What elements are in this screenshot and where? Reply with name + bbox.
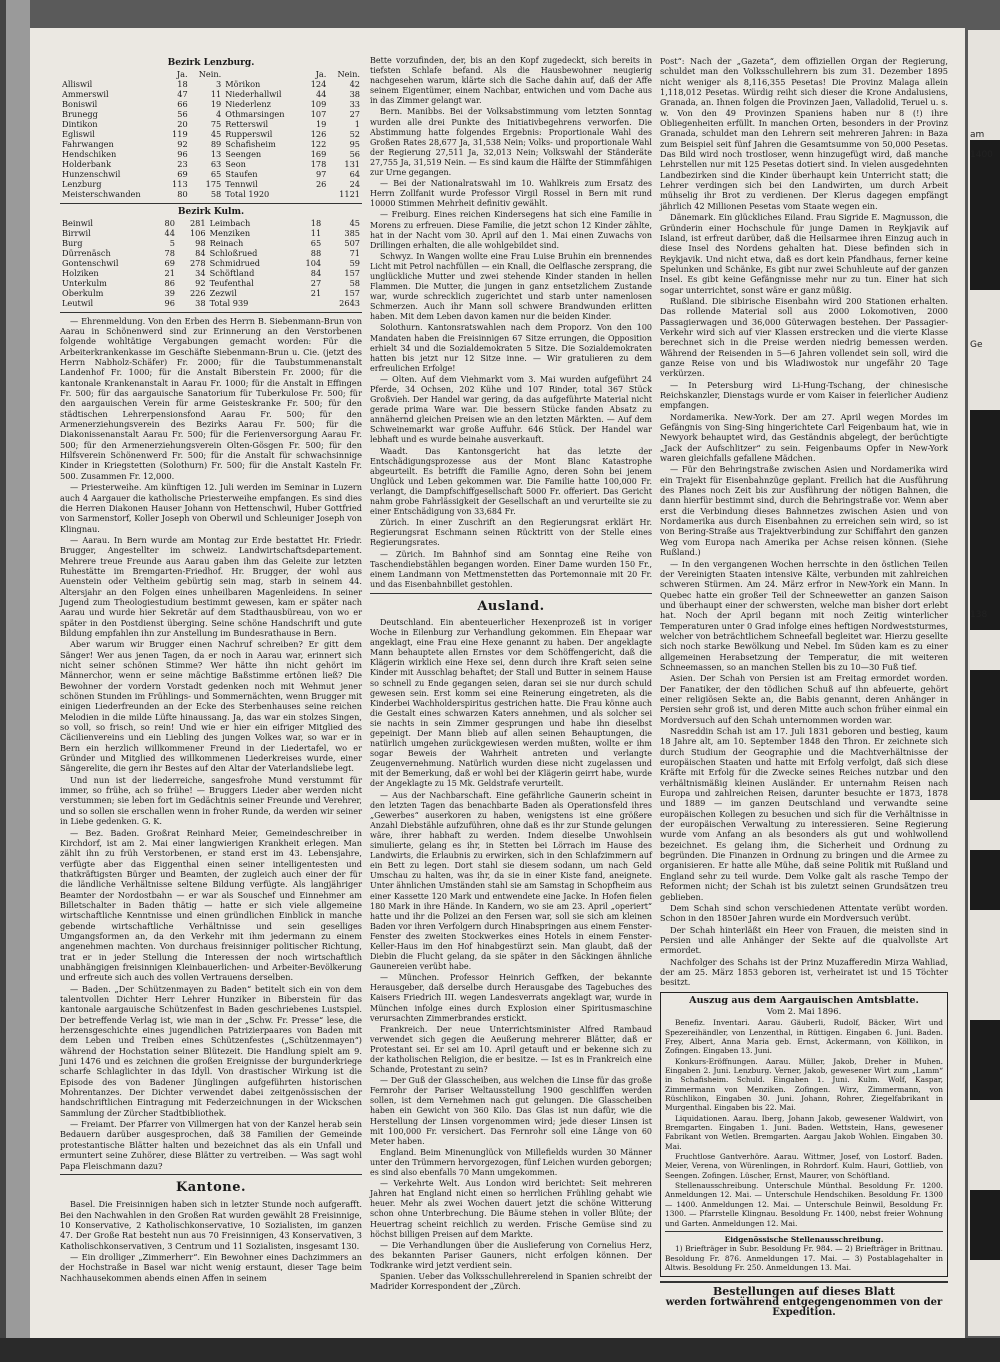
vote-count: 33 (349, 99, 360, 110)
article-nachbarschaft: — Aus der Nachbarschaft. Eine gefährliche Gaunerin scheint in den letzten Tagen das benachbarte Baden als Operationsfeld ihres „Gewerbes“ auserkoren zu haben, wenigstens ist eine größere Anzahl Diebstähle aufzuführen, ohne daß es ihr zur Stunde gelungen wäre, ihrer habhaft zu werden. Indem dieselbe Unwohlsein simulierte, gelang es ihr, in Stetten bei Lörrach im Hause des Landwirts, die Erlaubnis zu erwirken, sich in den Schlafzimmern auf ein Bett zu legen. Dort stahl sie diesem sodann, um nach Geld Umschau zu halten, was ihr, da sie in einer Kiste fand, aneignete. Unter ähnlichen Umständen stahl sie am Samstag in Schopfheim aus einer Kassette 120 Mark und entwendete eine Jacke. In Hofen fielen 180 Mark in ihre Hände. In Kandern, wo sie am 23. April „operiert“ hatte und ihr die Polizei an den Fersen war, soll sie sich am kleinen Baden vor ihren Verfolgern durch Hinabspringen aus einem Fenster-Fenster des zweiten Stockwerkes eines Hotels in einem Fenster-Keller-Haus im den Hof hinabgestürzt sein. Man glaubt, daß der Diebin die Flucht gelang, da sie später in den Säckingen ähnliche Gaunereien verübt habe. (370, 790, 652, 972)
article-petersburg: — In Petersburg wird Li-Hung-Tschang, der chinesische Reichskanzler, Dienstags wurde er vom Kaiser in feierlicher Audienz empfangen. (660, 379, 948, 411)
vote-count: 34 (195, 267, 206, 278)
divider (60, 312, 362, 313)
article-verkehrte-welt: — Verkehrte Welt. Aus London wird berichtet: Seit mehreren Jahren hat England nicht einen so herrlichen Frühling gehabt wie heuer. Mehr als zwei Wochen dauert jetzt die schöne Witterung schon ohne Unterbrechung. Die Bäume stehen in voller Blüte; der Heuertrag scheint reichlich zu werden. Frische Gemüse sind zu höchst billigen Preisen auf dem Markte. (370, 1179, 652, 1239)
municipality-name: Staufen (225, 168, 258, 179)
vote-count (293, 299, 324, 309)
divider (60, 1174, 362, 1175)
municipality-name: Brunegg (62, 109, 98, 120)
vote-count: 106 (189, 228, 206, 239)
district-kulm-title: Bezirk Kulm. (177, 206, 245, 217)
vote-count: 38 (349, 89, 360, 100)
amtsblatt-box (660, 992, 948, 1278)
article-priesterweihe: — Priesterweihe. Am künftigen 12. Juli werden im Seminar in Luzern auch 4 Aargauer die katholische Priesterweihe empfangen. Es sind dies die Herren Diakonen Hauser Johann von Hettenschwil, Huber Gottfried von Sarmenstorf, Koller Joseph von Oberwil und Schleuniger Joseph von Klingnau. (60, 482, 362, 534)
vote-count: 124 (310, 79, 327, 90)
vote-count: 11 (210, 89, 222, 100)
subscription-notice-title: Bestellungen auf dieses Blatt (713, 1285, 895, 1299)
article-olten: — Olten. Auf dem Viehmarkt vom 3. Mai wurden aufgeführt 24 Pferde, 34 Ochsen, 202 Kühe und 107 Rinder, total 367 Stück Großvieh. Der Handel war gering, da das aufgeführte Material nicht gerade prima Ware war. Die bessern Stücke fanden Absatz zu annähernd gleichen Preisen wie an den letzten Märkten. — Auf dem Schweinemarkt war große Auffuhr. 646 Stück. Der Handel war lebhaft und es wurde beinahe ausverkauft. (370, 374, 652, 445)
district-lenzburg-title: Bezirk Lenzburg. (167, 58, 255, 68)
vote-count: 157 (344, 267, 360, 278)
vote-count: 63 (210, 158, 222, 169)
vote-count: 97 (315, 168, 327, 179)
book-binding-edge (0, 0, 30, 1362)
section-title-kantone: Kantone. (175, 1179, 247, 1195)
column-left (60, 56, 362, 1284)
vote-count: 75 (210, 119, 222, 130)
vote-count: 52 (349, 129, 360, 140)
article-bern: Bern. Manibbs. Bei der Volksabstimmung vom letzten Sonntag wurden alle drei Punkte des Initiativbegehrens verworfen. Die Abstimmung hatte folgendes Ergebnis: Proportionale Wahl des Großen Rates 28,677 Ja, 31,538 Nein; Volks- und proportionale Wahl der Regierung 27,511 Ja, 32,013 Nein; Volkswahl der Ständeräte 27,755 Ja, 31,519 Nein. — Es sind kaum die Hälfte der Stimmfähigen zur Urne gegangen. (370, 107, 652, 178)
vote-count: 88 (310, 247, 322, 258)
next-page-fragment: Ge (970, 340, 983, 350)
col-header-nein: Nein. (337, 69, 360, 80)
municipality-name: Othmarsingen (225, 109, 285, 120)
article-glasscheiben: — Der Guß der Glasscheiben, aus welchen die Linse für das große Fernrohr der Pariser Weltausstellung 1900 geschliffen werden sollen, ist dem Vernehmen nach gut gelungen. Die Glasscheiben haben ein Gewicht von 360 Kilo. Das Glas ist nun dafür, wie die Herstellung der Linsen vorgenommen wird; jede dieser Linsen ist mit 100,000 Fr. versichert. Das Fernrohr soll eine Länge von 60 Meter haben. (370, 1076, 652, 1146)
vote-count: 20 (177, 119, 188, 130)
article-kaelte: — In den vergangenen Wochen herrschte in den östlichen Teilen der Vereinigten Staaten intensive Kälte, verbunden mit zahlreichen schweren Stürmen. Am 24. März erfror in New-York ein Mann. In Quebec hatte ein großer Teil der Schneewetter an ganzen Saison und überhaupt einer der schwersten, welche man bisher dort erlebt hat. Noch der April begann mit noch Zeitig winterlicher Temperaturen unter 0 Grad infolge eines heftigen Nordweststurmes, welcher von beträchtlichem Schneefall begleitet war. Hierzu gesellte sich noch starke Bewölkung und Nebel. Im Süden kam es zu einer allgemeinen Herabsetzung der Temperatur, die mit weiteren Schneemassen, so an manchen Stellen bis zu 10—30 Fuß tief. (660, 558, 948, 672)
article-nasreddin: Nasreddin Schah ist am 17. Juli 1831 geboren und bestieg, kaum 18 Jahre alt, am 10. September 1848 den Thron. Er zeichnete sich durch Studium der Geographie und die Machtverhältnisse der europäischen Staaten und hatte mit Erfolg verfolgt, daß sich diese Kräfte mit Erfolg für die Zwecke seines Reiches nutzbar und den verhältnismäßig kleinen Ausländer. Er unternahm Reisen nach Europa und zahlreichen Reisen, darunter besuchte er 1873, 1878 und 1889 — im ganzen Deutschland und verwandte seine europäischen Kollegen zu besuchen und sich für die Verhältnisse in der europäischen Verwaltung zu interessieren. Seine Regierung wurde vom Anfang an als besonders als gut und wohlwollend bezeichnet. Es gelang ihm, die Sicherheit und Ordnung zu begründen. Die Finanzen in Ordnung zu bringen und die Armee zu organisieren. Er hatte alle Mühe, daß seine Politik mit Rußland und England sehr zu teil wurde. Dem Volke galt als rasche Tempo der Reformen nicht; der Schah ist bis zuletzt seinen Grundsätzen treu geblieben. (660, 726, 948, 902)
municipality-name: Burg (62, 237, 83, 248)
amtsblatt-entry: Konkurs-Eröffnungen. Aarau. Müller, Jakob, Dreher in Muhen. Eingaben 2. Juni. Lenzburg. Verner, Jakob, gewesener Wirt zum „Lamm“ in Schafisheim. Schuld. Eingaben 1. Juni. Kulm. Wolf, Kaspar, Zimmermann von Menziken. Zofingen. Wirz, Zimmermann, von Rüschlikon, Eingaben 30. Juni. Johann, Rohrer, Ziegelfabrikant in Murgenthal. Eingaben bis 22. Mai. (665, 1056, 943, 1113)
municipality-name: Total 1920 (225, 188, 270, 199)
next-page-fragment: 138 (970, 610, 988, 620)
municipality-name: Schafisheim (225, 139, 276, 150)
vote-count: 65 (210, 168, 222, 179)
vote-count: 23 (177, 158, 188, 169)
table-row (60, 299, 362, 309)
vote-count: 95 (349, 139, 360, 150)
article-solothurn: Solothurn. Kantonsratswahlen nach dem Proporz. Von den 100 Mandaten haben die Freisinnigen 67 Sitze errungen, die Opposition erhielt 34 und die Sozialdemokraten 5 Sitze. Die Sozialdemokraten hatten bis jetzt nur 12 Sitze inne. — Wir gratulieren zu dem erfreulichen Erfolge! (370, 323, 652, 373)
scan-bottom-shadow (0, 1338, 1000, 1362)
vote-count: 45 (349, 218, 360, 229)
article-basel: Basel. Die Freisinnigen haben sich in letzter Stunde noch aufgerafft. Bei den Nachwahlen in den Großen Rat wurden gewählt 28 Freisinnige, 10 Konservative, 2 Katholischkonservative, 10 Sozialisten, im ganzen 47. Der Große Rat besteht nun aus 70 Freisinnigen, 43 Konservativen, 3 Katholischkonservativen, 3 Centrum und 11 Sozialisten, insgesamt 130. (60, 1199, 362, 1251)
vote-count: 278 (189, 257, 206, 268)
vote-count: 42 (349, 79, 360, 90)
municipality-name: Retterswil (225, 119, 269, 130)
col-header-nein: Nein. (198, 69, 222, 80)
next-page-fragment: 1400 (970, 150, 993, 160)
vote-count: 109 (310, 99, 327, 110)
vote-count: 27 (349, 109, 360, 120)
article-muenchen: — München. Professor Heinrich Geffken, der bekannte Herausgeber, daß derselbe durch Herausgabe des Tagebuches des Kaisers Friedrich III. wegen Landesverrats angeklagt war, wurde in München infolge eines durch Explosion einer Spiritusmaschine verursachten Zimmerbrandes erstickt. (370, 973, 652, 1023)
municipality-name: Leutwil (62, 297, 94, 308)
vote-count: 18 (177, 79, 188, 90)
municipality-name: Schmidrued (209, 257, 260, 268)
vote-count: 86 (164, 277, 175, 288)
municipality-name: Fahrwangen (62, 139, 114, 150)
municipality-name: Gontenschwil (62, 257, 119, 268)
article-zimmerherr: — Ein drolliger „Zimmerherr“. Ein Bewohner eines Dachzimmers an der Hochstraße in Basel war nicht wenig erstaunt, dieser Tage beim Nachhausekommen abends einen Affen in seinem (60, 1251, 362, 1283)
vote-count: 131 (344, 158, 360, 169)
vote-count: 45 (210, 129, 222, 140)
vote-count: 4 (216, 109, 222, 120)
amtsblatt-entry: Liquidationen. Aarau. Iberg, Johann Jakob, gewesener Waldwirt, von Bremgarten. Eingaben 1. Juni. Baden. Wettstein, Hans, gewesener Fabrikant von Wetlen. Bremgarten. Aargau Jakob Wohlen. Eingaben 30. Mai. (665, 1113, 943, 1151)
vote-count: 69 (164, 257, 175, 268)
article-spanien-cont: Post“: Nach der „Gazeta“, dem offiziellen Organ der Regierung, schuldet man den Volksschullehrern bis zum 31. Dezember 1895 nicht weniger als 8,116,355 Pesetas! Die Provinz Malaga allein 1,118,012 Pesetas. Würdig reiht sich dieser die Krone Andalusiens, Granada, an. Ihnen folgen die Provinzen Jaen, Valladolid, Teruel u. s. w. Von den 49 Provinzen Spaniens haben nur 8 (!) ihre Obliegenheiten erfüllt. In manchen Orten, besonders in der Provinz Granada, schuldet man den Lehrern seit mehreren Jahren: in Baza zum Beispiel seit fünf Jahren die Gesamtsumme von 50,000 Pesetas. Das Bild wird noch trostloser, wenn hinzugefügt wird, daß manche Lehrstellen nur mit 125 Pesetas dotiert sind. In vielen ausgedehnten Landbezirken sind die Kinder überhaupt kein Unterricht statt; die Lehrer verdingen sich bei den Landwirten, um durch Arbeit mühselig ihr Brot zu verdienen. Der Klerus dagegen empfängt jährlich 42 Millionen Pesetas vom Staate wegen ein. (660, 56, 948, 211)
divider (660, 1281, 948, 1283)
vote-count: 71 (349, 247, 360, 258)
vote-count: 26 (315, 178, 327, 189)
amtsblatt-title: Auszug aus dem Aargauischen Amtsblatte. (689, 994, 919, 1006)
article-frauen: Der Schah hinterläßt ein Heer von Frauen, die meisten sind in Persien und alle Anhänger der Sekte auf die qualvollste Art ermordet. (660, 924, 948, 956)
vote-count: 38 (195, 297, 206, 308)
municipality-name: Reinach (209, 237, 244, 248)
municipality-name: Meisterschwanden (62, 188, 141, 199)
vote-count: 80 (177, 188, 188, 199)
amtsblatt-entry: Stellenausschreibung. Unterschule Münthal. Besoldung Fr. 1200. Anmeldungen 12. Mai. — Unterschule Hendschiken. Besoldung Fr. 1300 — 1400. Anmeldungen 12. Mai. — Unterschule Beinwil, Besoldung Fr. 1300. — Pfarrstelle Klingnau. Besoldung Fr. 1400, nebst freier Wohnung und Garten. Anmeldungen 12. Mai. (665, 1181, 943, 1228)
article-waadt: Waadt. Das Kantonsgericht hat das letzte der Entschädigungsprozesse aus der Mont Blanc Katastrophe abgeurteilt. Es betrifft die Familie Agno, deren Sohn bei jenem Unglück und Leben gekommen war. Die Familie hatte 100,000 Fr. verlangt, die Dampfschiffgesellschaft 5000 Fr. offeriert. Das Gericht nahm grobe Fahrlässigkeit der Gesellschaft an und verurteilte sie zu einer Entschädigung von 33,684 Fr. (370, 446, 652, 517)
vote-count: 104 (305, 257, 322, 268)
article-ehrenmeldung: — Ehrenmeldung. Von den Erben des Herrn B. Siebenmann-Brun von Aarau in Schönenwerd sind zur Erinnerung an den Verstorbenen folgende wohltätige Vergabungen gemacht worden: Für die Arbeiterkrankenkasse im Geschäfte Siebenmann-Brun u. Cie. (jetzt des Herrn Nabholz-Schäfer) Fr. 2000; für die Taubstummenanstalt Landenhof Fr. 1000; für die Anstalt Biberstein Fr. 2000; für die kantonale Krankenanstalt in Aarau Fr. 1000; für die Anstalt in Effingen Fr. 500; für das aargauische Sanatorium für Tuberkulose Fr. 500; für den aargauischen Verein für arme Geisteskranke Fr. 500; für den städtischen Lehrerpensionsfond Aarau Fr. 500; für den Armenerziehungsverein des Bezirks Aarau Fr. 500; für die Diakonissenanstalt Aarau Fr. 500; für die Ferienversorgung Aarau Fr. 500; für den Armenerziehungsverein Olten-Gösgen Fr. 500; für den Hilfsverein Schönenwerd Fr. 500; für die Anstalt für schwachsinnige Kinder in Kriegstetten (Solothurn) Fr. 500; für die Anstalt Kasteln Fr. 500. Zusammen Fr. 12,000. (60, 315, 362, 481)
vote-count: 89 (210, 139, 222, 150)
municipality-name: Oberkulm (62, 287, 104, 298)
municipality-name: Lenzburg (62, 178, 102, 189)
article-zuerich-bahnhof: — Zürich. Im Bahnhof sind am Sonntag eine Reihe von Taschendiebstählen begangen worden. Einer Dame wurden 150 Fr., einem Landmann von Mettmenstetten das Portemonnaie mit 20 Fr. und das Eisenbahnbillet gestohlen. (370, 549, 652, 589)
article-attentate: Dem Schah sind schon verschiedenen Attentate verübt worden. Schon in den 1850er Jahren wurde ein Mordversuch verübt. (660, 902, 948, 924)
municipality-name: Schöftland (209, 267, 255, 278)
municipality-name: Tennwil (225, 178, 258, 189)
col-header-ja: Ja. (176, 69, 188, 80)
vote-count: 122 (310, 139, 327, 150)
municipality-name: Holderbank (62, 158, 112, 169)
municipality-name: Seengen (225, 148, 262, 159)
vote-count: 65 (310, 237, 322, 248)
vote-count: 92 (195, 277, 206, 288)
vote-count: 78 (164, 247, 175, 258)
municipality-name: Boniswil (62, 99, 98, 110)
vote-count: 59 (349, 257, 360, 268)
eidg-stellen-title: Eidgenössische Stellenausschreibung. (724, 1234, 884, 1244)
municipality-name: Schloßrued (209, 247, 258, 258)
article-aarau-end: Und nun ist der liederreiche, sangesfrohe Mund verstummt für immer, so frühe, ach so frühe! — Bruggers Lieder aber werden nicht verstummen; sie leben fort im Gedächtnis seiner Freunde und Verehrer, und so sollen sie erschallen wenn in froher Runde, da werden wir seiner in Liebe gedenken. G. K. (60, 774, 362, 827)
municipality-name: Mörikon (225, 79, 261, 90)
vote-count: 84 (310, 267, 322, 278)
next-page-strip (968, 30, 1000, 1336)
vote-count: 175 (205, 178, 222, 189)
article-bez-baden: — Bez. Baden. Großrat Reinhard Meier, Gemeindeschreiber in Kirchdorf, ist am 2. Mai einer langwierigen Krankheit erlegen. Man zählt ihn zu früh Verstorbenen, er stand erst im 43. Lebensjahre, verfügte aber das Eiggenthal einen seiner intelligentesten und thatkräftigsten Bürger und Beamten, der zugleich auch einer der für die ländliche Verhältnisse seltene Bildung verfügte. Als langjähriger Beamter der Nordostbahn — er war als Souschef und Einnehmer am Billetschalter in Baden thätig — hatte er sich viele allgemeine wirtschaftliche Kenntnisse und einen gründlichen Einblick in manche gebende wirtschaftliche Verhältnisse und sein geselliges Umgangsformen an, da den Verkehr mit ihm jedermann zu einem angenehmen machten. Von durchaus freisinniger politischer Richtung, trat er in jeder Stellung die Interessen der noch wirtschaftlich unabhängigen freisinnigen Kleinbauerlichen- und Arbeiter-Bevölkerung und erfreute sich auch des vollen Vertrauens derselben. (60, 827, 362, 983)
vote-count: 113 (172, 178, 188, 189)
vote-count (303, 190, 328, 200)
article-nachfolger: Nachfolger des Schahs ist der Prinz Muzafferedin Mirza Wahliad, der am 25. März 1853 geboren ist, verheiratet ist und 15 Töchter besitzt. (660, 956, 948, 988)
vote-count: 19 (315, 119, 327, 130)
article-herz: — Die Verhandlungen über die Auslieferung von Cornelius Herz, des bekannten Pariser Gauners, nicht erfolgen können. Der Todkranke wird jetzt verdient sein. (370, 1240, 652, 1270)
vote-count: 96 (177, 148, 188, 159)
vote-count: 107 (310, 109, 327, 120)
article-affe-cont: Bette vorzufinden, der, bis an den Kopf zugedeckt, sich bereits in tiefsten Schlafe befand. Als die Hausbewohner neugierig nachgesehen warum, klärte sich die Sache dahin auf, daß der Affe seinem Eigentümer, einem Nachbar, entwichen und vom Dache aus in das Zimmer gelangt war. (370, 56, 652, 106)
vote-count: 64 (349, 168, 360, 179)
vote-table-lenzburg (60, 70, 362, 199)
article-freiburg: — Freiburg. Eines reichen Kindersegens hat sich eine Familie in Morens zu erfreuen. Diese Familie, die jetzt schon 12 Kinder zählte, hat in der Nacht vom 30. April auf den 1. Mai einen Zuwachs von Drillingen erhalten, die alle wohlgebildet sind. (370, 210, 652, 250)
municipality-name: Seon (225, 158, 246, 169)
article-deutschland: Deutschland. Ein abenteuerlicher Hexenprozeß ist in voriger Woche in Eilenburg zur Verhandlung gekommen. Ein Ehepaar war angeklagt, eine Frau eine Hexe genannt zu haben. Der angeklagte Mann behauptete allen Ernstes vor dem Schöffengericht, daß die Klägerin wirklich eine Hexe sei, denn durch ihre Kraft seien seine Kinder mit Ausschlag behaftet; der Stall und Butter in seinem Hause so schnell zu Ende gegangen seien, daran sei sie nur durch schuld gewesen sein. Erst komm sei eine Reinerung eingetreten, als die Kinderbei Wachholderspiritus gestrichen hatte. Die Frau könne auch die Gestalt eines schwarzen Katers annehmen, und als solcher sei sie nachts in sein Zimmer gesprungen und habe ihn dieselbst gepeinigt. Der Mann blieb auf allen seinen Behauptungen, die natürlich umgehen zurückgewiesen werden mußten, wollte er ihm sogar Beweis der Wahrheit antreten und verlangte Zeugenvernehmung. Natürlich wurden diese nicht zugelassen und mit der Bemerkung, daß er wohl bei der Klägerin geirrt habe, wurde der Angeklagte zu 15 Mk. Geldstrafe verurteilt. (370, 617, 652, 789)
article-schwyz: Schwyz. In Wangen wollte eine Frau Luise Bruhin ein brennendes Licht mit Petrol nachfüllen — ein Knall, die Oelflasche zersprang, die unglückliche Mutter und zwei stehende Kinder standen in hellen Flammen. Die Mutter, die jungen in ganz entsetzlichem Zustande war, wurde schrecklich zugerichtet und starb unter namenlosen Schmerzen. Auch ihr Mann soll schwere Brandwunden erlitten haben. Mit dem Leben davon kamen nur die beiden Kinder. (370, 251, 652, 322)
article-russland: Rußland. Die sibirische Eisenbahn wird 200 Stationen erhalten. Das rollende Material soll aus 2000 Lokomotiven, 2000 Passagierwagen und 36,000 Güterwagen bestehen. Der Passagier-Verkehr wird sich auf vier Klassen erstrecken und die vierte Klasse berechnet sich in die Preise werden niedrig bemessen werden. Während der Reisenden in 5—6 Jahren vollendet sein soll, wird die ganze Reise von und bis Wladiwostok nur ungefähr 20 Tage verkürzen. (660, 295, 948, 379)
article-england: England. Beim Minenunglück von Millefields wurden 30 Männer unter den Trümmern hervorgezogen, fünf Leichen wurden geborgen; es sind also ebenfalls 70 Mann umgekommen. (370, 1147, 652, 1178)
municipality-name: Holziken (62, 267, 99, 278)
vote-count: 96 (164, 297, 175, 308)
municipality-name: Dürrenäsch (62, 247, 111, 258)
municipality-name: Total 939 (209, 297, 249, 308)
vote-count: 84 (195, 247, 206, 258)
vote-count: 2643 (339, 297, 360, 308)
vote-count: 5 (169, 237, 175, 248)
divider (60, 203, 362, 204)
municipality-name: Menziken (209, 228, 251, 239)
municipality-name: Egliswil (62, 129, 95, 140)
next-page-fragment: am (970, 130, 985, 140)
article-asien: Asien. Der Schah von Persien ist am Freitag ermordet worden. Der Fanatiker, der den tödlichen Schuß auf ihn abfeuerte, gehört einer religiösen Sekte an, die Babis genannt, deren Anhänger in Persien sehr groß ist, und deren Mitte auch schon früher einmal ein Mordversuch auf den Schah unternommen worden war. (660, 673, 948, 725)
vote-count: 1 (354, 119, 360, 130)
article-daenemark: Dänemark. Ein glückliches Eiland. Frau Sigride E. Magnusson, die Gründerin einer Hochschule für junge Damen in Reykjavik auf Island, ist erfreut darüber, daß die Heilsarmee ihren Einzug auch in diese Insel des Nordens gehalten hat. Diese befinden sich in Reykjavik. Und nicht etwa, daß es dort kein Pfandhaus, ferner keine Spelunken und Schänke, Es gibt nur zwei Schuhleute auf der ganzen Insel. Es gibt keine Gefängnisse mehr nur zu tun. Einer hat sich sogar unterrichtet, sonst wäre er ganz müßig. (660, 212, 948, 295)
vote-count: 56 (177, 109, 188, 120)
column-right (660, 56, 948, 1318)
vote-count: 21 (310, 287, 322, 298)
vote-count: 44 (164, 228, 175, 239)
amtsblatt-entry: Benefiz. Inventari. Aarau. Gäuberli, Rudolf, Bäcker, Wirt und Spezereihändler, von Lenzenthal, in Rüttigen. Eingaben 6. Juni. Baden. Frey, Albert, Anna Maria geb. Ernst, Ackermann, von Köllikon, in Zofingen. Eingaben 13. Juni. (665, 1018, 943, 1056)
vote-count: 3 (216, 79, 222, 90)
vote-count: 92 (177, 139, 188, 150)
vote-count: 58 (210, 188, 222, 199)
vote-count: 126 (310, 129, 327, 140)
municipality-name: Dintikon (62, 119, 98, 130)
article-zuerich: Zürich. In einer Zuschrift an den Regierungsrat erklärt Hr. Regierungsrat Eschmann seinen Rücktritt von der Stelle eines Regierungsrates. (370, 518, 652, 548)
vote-count: 507 (344, 237, 360, 248)
vote-count: 119 (172, 129, 188, 140)
col-header-ja: Ja. (315, 69, 327, 80)
municipality-name: Ammerswil (62, 89, 109, 100)
municipality-name: Zezwil (209, 287, 237, 298)
vote-count: 1121 (339, 188, 360, 199)
amtsblatt-entry: Fruchtlose Gantverhöre. Aarau. Wittmer, Josef, von Lostorf. Baden. Meier, Verena, von Würenlingen, in Rohrdorf. Kulm. Hauri, Gottlieb, von Seengen. Zofingen. Lüscher, Ernst, Maurer, von Schöftland. (665, 1152, 943, 1180)
article-nordamerika: Nordamerika. New-York. Der am 27. April wegen Mordes im Gefängnis von Sing-Sing hingerichtete Carl Feigenbaum hat, wie in Newyork behauptet wird, das Geständnis abgelegt, der berüchtigte „Jack der Aufschlitzer“ zu sein. Feigenbaums Opfer in New-York waren gleichfalls gefallene Mädchen. (660, 411, 948, 464)
vote-count: 24 (349, 178, 360, 189)
municipality-name: Unterkulm (62, 277, 107, 288)
vote-count: 19 (210, 99, 222, 110)
article-freiamt: — Freiamt. Der Pfarrer von Villmergen hat von der Kanzel herab sein Bedauern darüber ausgesprochen, daß 38 Familien der Gemeinde protestantische Blätter halten und bezeichnet das als ein Unfall und ermuntert seine Zuhörer, diese Blätter zu vertreiben. — Was sagt wohl Papa Fleischmann dazu? (60, 1119, 362, 1171)
vote-count: 56 (349, 148, 360, 159)
vote-count: 47 (177, 89, 188, 100)
vote-count: 169 (310, 148, 327, 159)
vote-count: 11 (310, 228, 322, 239)
eidg-stellen-text: 1) Briefträger in Subr. Besoldung Fr. 984. — 2) Briefträger in Brittnau. Besoldung Fr. 876. Anmeldungen 17. Mai. — 3) Postablagehalter in Altwis. Besoldung Fr. 250. Anmeldungen 13. Mai. (665, 1244, 943, 1272)
vote-count: 98 (195, 237, 206, 248)
section-title-ausland: Ausland. (477, 598, 545, 614)
vote-count: 69 (177, 168, 188, 179)
vote-count: 66 (177, 99, 188, 110)
vote-count: 44 (315, 89, 327, 100)
article-behringstrasse: — Für den Behringstraße zwischen Asien und Nordamerika wird ein Trajekt für Eisenbahnzüge geplant. Freilich hat die Ausführung des Planes noch Zeit bis zur Ausführung der nötigen Bahnen, die dann hierfür bestimmt sind, durch die Behringstraße vor. Wenn aber erst die Verbindung dieses Bahnnetzes zwischen Asien und von Nordamerika aus durch Eisenbahnen zu erreichen sein wird, so ist von Bering-Straße aus Trajektverbindung zur Schiffahrt den ganzen Weg vom Europa nach Amerika per Achse reisen können. (Siehe Rußland.) (660, 464, 948, 558)
municipality-name: Hendschiken (62, 148, 117, 159)
vote-count: 281 (189, 218, 206, 229)
article-nationalratswahl: — Bei der Nationalratswahl im 10. Wahlkreis zum Ersatz des Herrn Zollfanit wurde Professor Virgil Rossel in Bern mit rund 10000 Stimmen Mehrheit definitiv gewählt. (370, 179, 652, 209)
municipality-name: Birrwil (62, 228, 91, 239)
municipality-name: Hunzenschwil (62, 168, 121, 179)
article-frankreich: Frankreich. Der neue Unterrichtsminister Alfred Rambaud verwendet sich gegen die Aeußerung mehrerer Blätter, daß er Protestant sei. Er sei am 10. April getauft und er bekenne sich zu der katholischen Religion, die er besitze. — Ist es in Frankreich eine Schande, Protestant zu sein? (370, 1024, 652, 1075)
vote-count: 157 (344, 287, 360, 298)
article-aarau-cont: Aber warum wir Brugger einen Nachruf schreiben? Er gitt dem Sänger! Wer aus jenen Tagen, da er noch in Aarau war, erinnert sich nicht seiner schönen Stimme? Wer hätte ihn nicht gehört im Männerchor, wenn er seine mächtige Baßstimme ertönen ließ? Die Bewohner der vordern Vorstadt gedenken noch mit Wehmut jener schönen Stunden im Frühlings- und Sommernächten, wenn Brugger mit einigen Liederfreunden an der Ecke des Sterbenhauses seine reichen Melodien in die milde Lüfte hinaussang. Ja, das war ein stolzes Singen, so voll, so frisch, so rein! Und wie er hier ein eifriger Mitglied des Cäcilienvereins und ein Liebling des jungen Volkes war, so war er in Bern ein herzlich willkommener Freund in der Liedertafel, wo er Gründer und Mitglied des willkommenen Liederkreises wurde, einer Sängerelite, die gern ihr Bestes auf den Altar der Vaterlandsliebe legt. (60, 639, 362, 774)
vote-count: 18 (310, 218, 322, 229)
municipality-name: Rupperswil (225, 129, 273, 140)
vote-count: 226 (189, 287, 206, 298)
vote-count: 39 (164, 287, 175, 298)
column-middle (370, 56, 652, 1293)
subscription-notice-text: werden fortwährend entgegengenommen von der Expedition. (665, 1296, 943, 1318)
divider (665, 1231, 943, 1232)
municipality-name: Leimbach (209, 218, 251, 229)
municipality-name: Beinwil (62, 218, 93, 229)
article-baden: — Baden. „Der Schützenmayen zu Baden“ betitelt sich ein von dem talentvollen Dichter Herr Lehrer Hunziker in Biberstein für das kantonale aargauische Schützenfest in Baden geschriebenes Lustspiel. Der betreffende Verlag ist, wie man in der „Schw. Fr. Presse“ lese, die herzensgeschichte eines jugendlichen Patrizierpaares von Baden mit dem Leben und Treiben eines Schützenfestes („Schützenmayen“) während der Hochstation seiner Blütezeit. Die Handlung spielt am 9. Juni 1476 und es zeichnen die großen Ereignisse der burgunderkriege scharfe Schlaglichter in das Idyll. Von drastischer Wirkung ist die Episode des von Badener Jünglingen aufgeführten historischen Mohrentanzes. Der Dichter verwendet dabei zeitgenössischen der handschriftlichen Eintragung mit Federzeichnungen in der Wickschen Sammlung der Zürcher Stadtbibliothek. (60, 983, 362, 1118)
amtsblatt-date: Vom 2. Mai 1896. (766, 1005, 842, 1016)
divider (370, 593, 652, 594)
vote-count: 13 (210, 148, 222, 159)
vote-count: 21 (164, 267, 175, 278)
municipality-name: Niederhallwil (225, 89, 282, 100)
vote-count: 27 (310, 277, 322, 288)
article-spanien: Spanien. Ueber das Volksschullehrerelend in Spanien schreibt der Madrider Korrespondent der „Zürch. (370, 1271, 652, 1292)
municipality-name: Teufenthal (209, 277, 254, 288)
vote-count: 385 (344, 228, 360, 239)
vote-table-kulm (60, 219, 362, 309)
municipality-name: Alliswil (62, 79, 93, 90)
table-row (60, 190, 362, 200)
article-aarau: — Aarau. In Bern wurde am Montag zur Erde bestattet Hr. Friedr. Brugger, Angestellter im schweiz. Landwirtschaftsdepartement. Mehrere treue Freunde aus Aarau gaben ihm das Geleite zur letzten Ruhestätte im Bremgarten-Friedhof. Hr. Brugger, der wohl aus Auenstein oder Veltheim gebürtig sein mag, starb in seinem 44. Altersjahr an den Folgen eines unheilbaren Magenleidens. In seiner Jugend zum Theologiestudium bestimmt gewesen, kam er später nach Aarau und wurde hier Sekretär auf dem Stadthausbüreau, von wo er später in den Postdienst überging. Seine schöne Handschrift und gute Bildung empfahlen ihn zur Anstellung im Bundesrathause in Bern. (60, 534, 362, 638)
vote-count: 178 (310, 158, 327, 169)
vote-count: 80 (164, 218, 175, 229)
vote-count: 58 (349, 277, 360, 288)
municipality-name: Niederlenz (225, 99, 271, 110)
